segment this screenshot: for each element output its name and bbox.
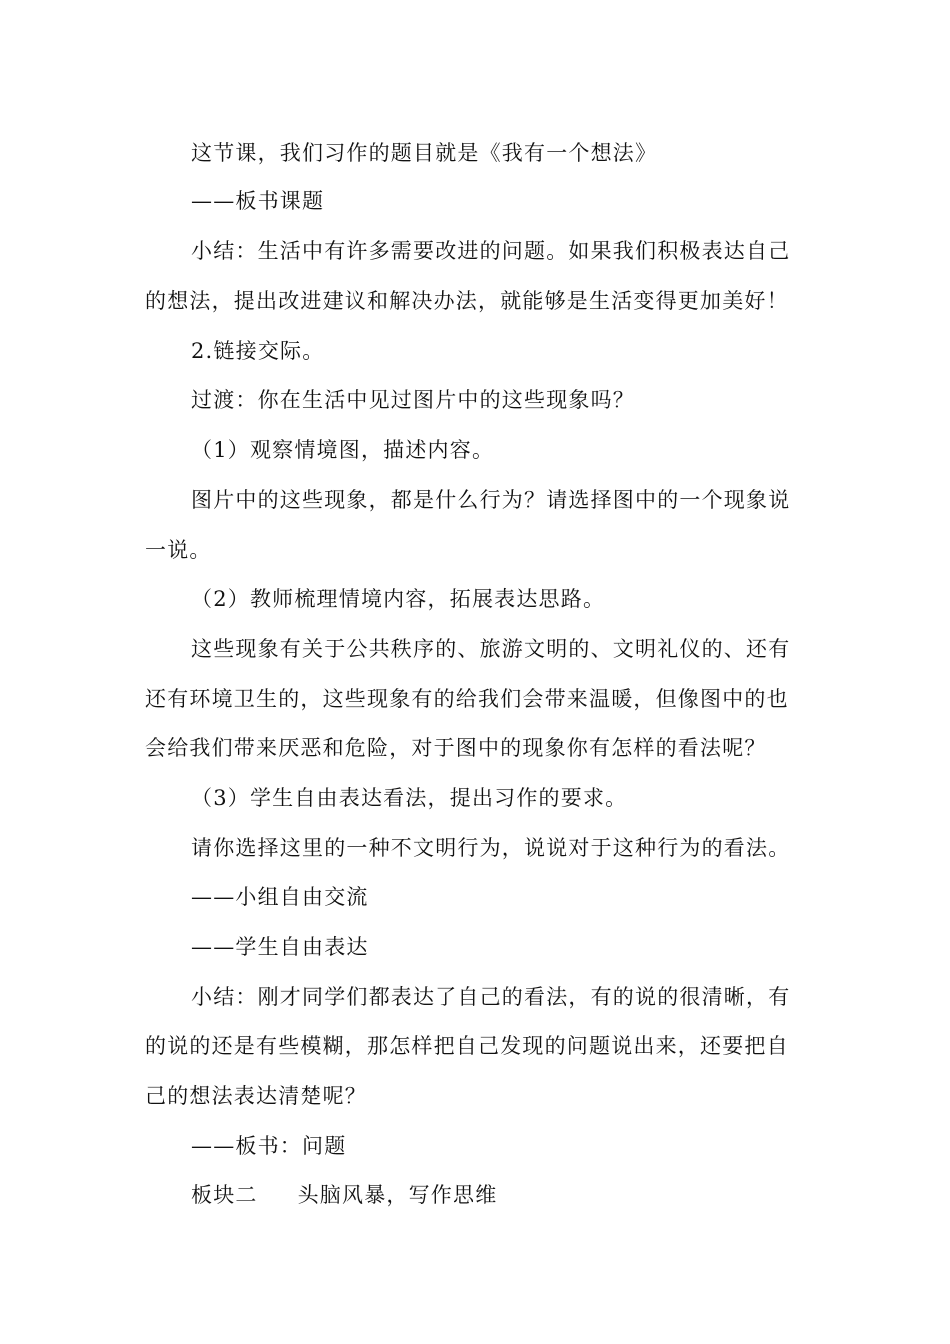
paragraph-line: 的想法，提出改进建议和解决办法，就能够是生活变得更加美好！ [145, 289, 789, 313]
paragraph-line: 这节课，我们习作的题目就是《我有一个想法》 [191, 141, 658, 165]
block-label: 板块二 [191, 1183, 258, 1207]
paragraph-line: 己的想法表达清楚呢？ [145, 1084, 367, 1108]
paragraph-line: （1）观察情境图，描述内容。 [191, 438, 495, 462]
paragraph-line: 一说。 [145, 538, 212, 562]
paragraph-line: 2.链接交际。 [191, 339, 325, 363]
paragraph-line: ——学生自由表达 [191, 935, 369, 959]
paragraph-line: 小结：刚才同学们都表达了自己的看法，有的说的很清晰，有 [191, 985, 791, 1009]
paragraph-line: （2）教师梳理情境内容，拓展表达思路。 [191, 587, 606, 611]
paragraph-line: 的说的还是有些模糊，那怎样把自己发现的问题说出来，还要把自 [145, 1034, 789, 1058]
section-heading [191, 1180, 811, 1210]
paragraph-line: 图片中的这些现象，都是什么行为？请选择图中的一个现象说 [191, 488, 791, 512]
paragraph-line: 过渡：你在生活中见过图片中的这些现象吗？ [191, 388, 635, 412]
paragraph-line: （3）学生自由表达看法，提出习作的要求。 [191, 786, 628, 810]
paragraph-line: 小结：生活中有许多需要改进的问题。如果我们积极表达自己 [191, 239, 791, 263]
paragraph-line: ——板书课题 [191, 189, 325, 213]
paragraph-line: 请你选择这里的一种不文明行为，说说对于这种行为的看法。 [191, 836, 791, 860]
paragraph-line: ——小组自由交流 [191, 885, 369, 909]
block-title: 头脑风暴，写作思维 [297, 1183, 498, 1207]
paragraph-line: 这些现象有关于公共秩序的、旅游文明的、文明礼仪的、还有 [191, 637, 791, 661]
paragraph-line: 还有环境卫生的，这些现象有的给我们会带来温暖，但像图中的也 [145, 687, 789, 711]
paragraph-line: 会给我们带来厌恶和危险，对于图中的现象你有怎样的看法呢？ [145, 736, 767, 760]
paragraph-line: ——板书：问题 [191, 1134, 347, 1158]
